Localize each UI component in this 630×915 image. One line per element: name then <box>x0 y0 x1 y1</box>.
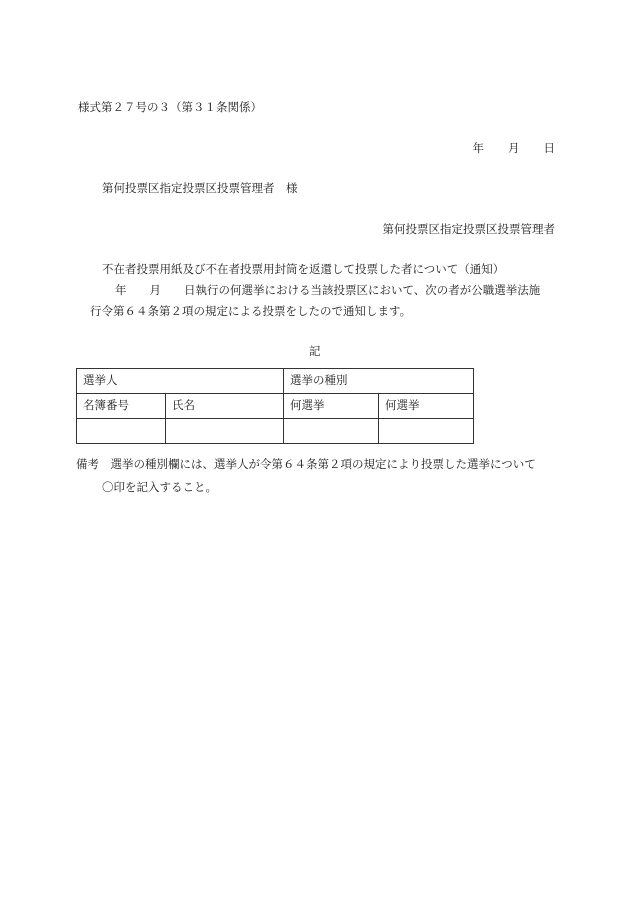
sender: 第何投票区指定投票区投票管理者 <box>382 222 555 236</box>
header-election-type: 選挙の種別 <box>284 369 474 394</box>
cell-register-number <box>77 419 166 444</box>
ki-heading: 記 <box>309 344 321 358</box>
date-line <box>473 143 556 155</box>
cell-election-1 <box>284 419 379 444</box>
document-subject: 不在者投票用紙及び不在者投票用封筒を返還して投票した者について（通知） <box>102 262 505 276</box>
note-line-2: 〇印を記入すること。 <box>102 480 217 494</box>
body-text-line-1: 年 月 日執行の何選挙における当該投票区において、次の者が公職選挙法施 <box>115 283 541 297</box>
cell-name <box>166 419 284 444</box>
col-election-1: 何選挙 <box>284 394 379 419</box>
date-month: 月 <box>508 141 520 155</box>
col-election-2: 何選挙 <box>379 394 474 419</box>
body-text-line-2: 行令第６４条第２項の規定による投票をしたので通知します。 <box>90 304 412 318</box>
col-register-number: 名簿番号 <box>77 394 166 419</box>
date-year: 年 <box>472 141 484 155</box>
date-day: 日 <box>543 141 555 155</box>
cell-election-2 <box>379 419 474 444</box>
voter-table <box>76 368 474 444</box>
header-voter: 選挙人 <box>77 369 284 394</box>
table-row <box>77 419 474 444</box>
col-name: 氏名 <box>166 394 284 419</box>
form-number-label: 様式第２７号の３（第３１条関係） <box>78 100 262 114</box>
table-subheader-row <box>77 394 474 419</box>
addressee: 第何投票区指定投票区投票管理者 様 <box>102 181 298 195</box>
note-line-1: 備考 選挙の種別欄には、選挙人が令第６４条第２項の規定により投票した選挙について <box>76 457 536 471</box>
table-header-row <box>77 369 474 394</box>
